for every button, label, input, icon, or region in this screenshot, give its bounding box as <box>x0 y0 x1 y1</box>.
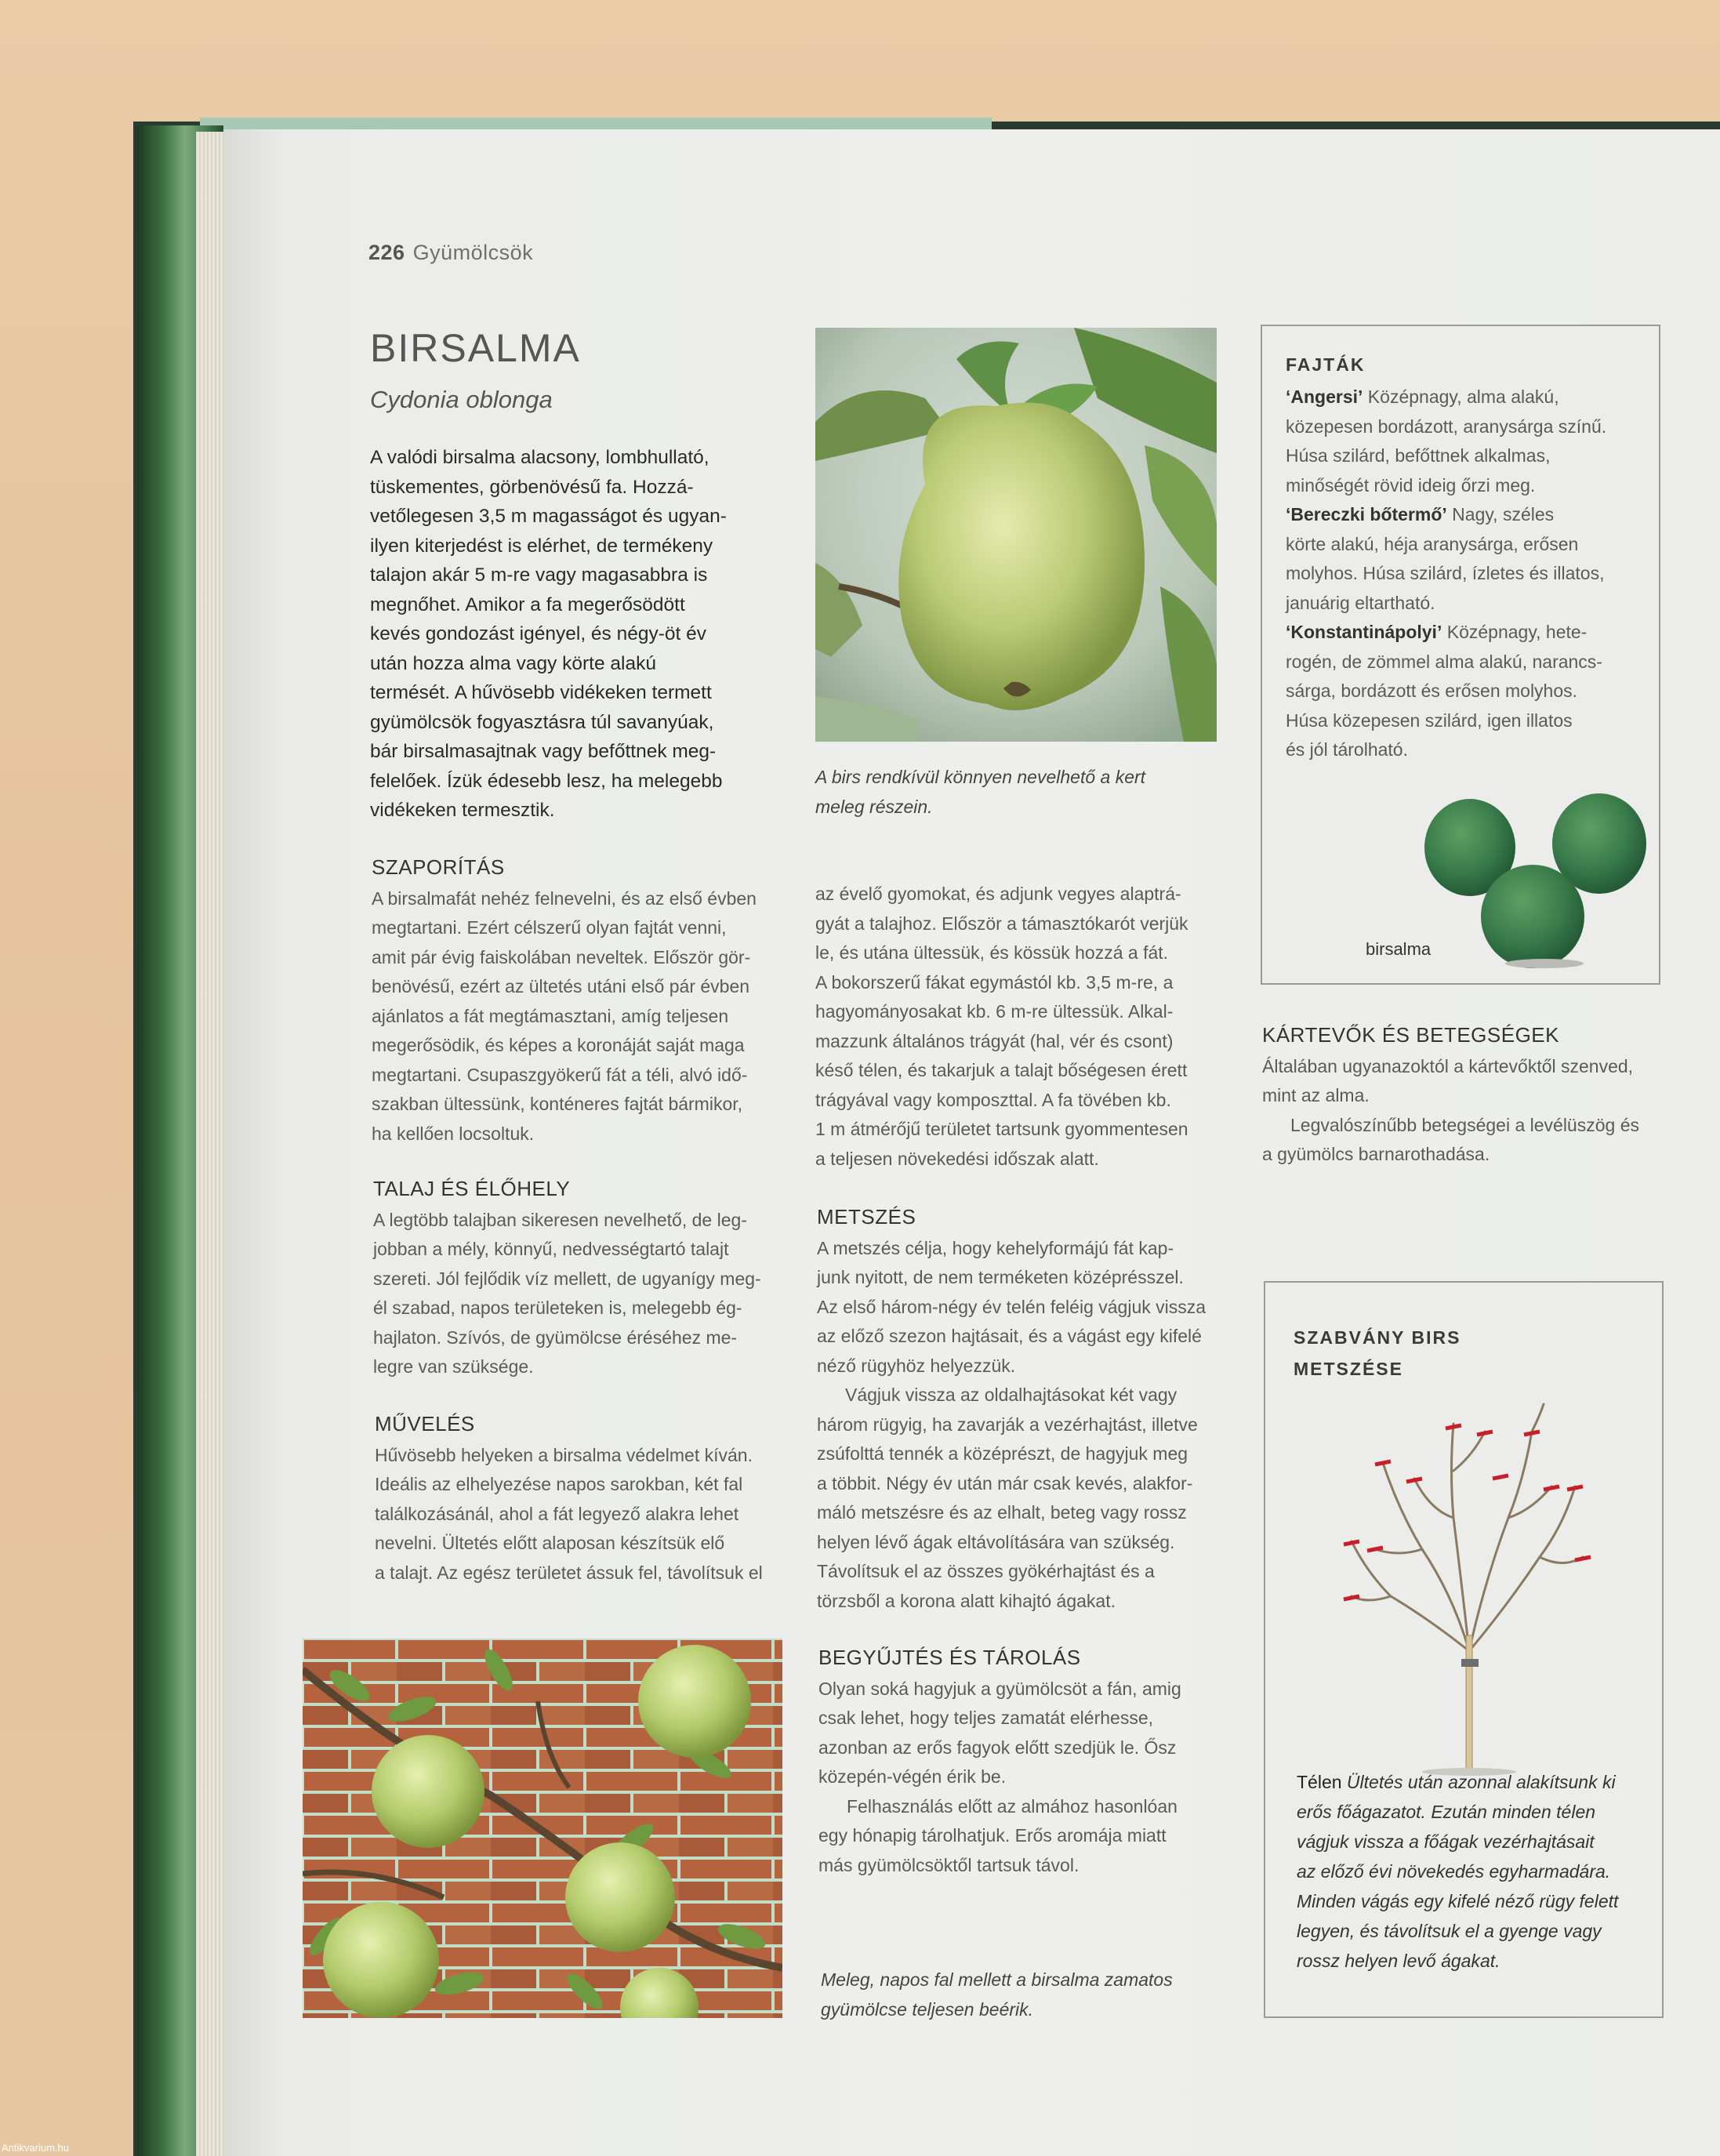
page-edges <box>196 132 227 2156</box>
photo2-caption: Meleg, napos fal mellett a birsalma zamatos gyümölcse teljesen beérik. <box>821 1969 1173 2020</box>
watermark: Antikvarium.hu <box>2 2142 69 2154</box>
photo1-caption: A birs rendkívül könnyen nevelhető a kert meleg részein. <box>815 767 1146 817</box>
section-kartevok: KÁRTEVŐK ÉS BETEGSÉGEK Általában ugyanazoktól a kártevőktől szenved, mint az alma. Legvalószínűbb betegségei a levélüszög és a gyümölcs barnarothadása. <box>1262 1021 1670 1170</box>
heading-begyujtes: BEGYŰJTÉS ÉS TÁROLÁS <box>818 1646 1081 1669</box>
section-szaporitas: SZAPORÍTÁS A birsalmafát nehéz felnevelni, és az első évben megtartani. Ezért célszerű olyan fajtát venni, amit pár évig faiskolában neveltek. Először gör- benövésű, ezért az ültetés utáni első pár évben ajánlatos a fát megtámasztani, amíg teljesen megerősödik, és képes a koronáját saját maga megtartani. Csupaszgyökerű fát a téli, alvó idő- szakban ültessünk, konténeres fajtát bármikor, ha kellően locsoltuk. <box>372 853 775 1149</box>
latin-name: Cydonia oblonga <box>370 386 553 413</box>
quince-on-tree-photo <box>815 328 1217 742</box>
pruning-heading: SZABVÁNY BIRS METSZÉSE <box>1294 1327 1461 1379</box>
page-number: 226 <box>368 241 405 264</box>
variety-angersi: ‘Angersi’ Középnagy, alma alakú, <box>1286 387 1559 407</box>
heading-szaporitas: SZAPORÍTÁS <box>372 855 505 879</box>
varieties-list: ‘Angersi’ Középnagy, alma alakú, közepesen bordázott, aranysárga színű. Húsa szilárd, befőttnek alkalmas, minőségét rövid ideig őrzi meg. ‘Bereczki bőtermő’ Nagy, széles körte alakú, héja aranysárga, erősen molyhos. Húsa szilárd, ízletes és illatos, januárig eltartható. ‘Konstantinápolyi’ Középnagy, hete- rogén, de zömmel alma alakú, narancs- sárga, bordázott és erősen molyhos. Húsa közepesen szilárd, igen illatos és jól tárolható. <box>1286 383 1654 765</box>
pruning-box <box>1264 1281 1664 2018</box>
section-metszes: METSZÉS A metszés célja, hogy kehelyformájú fát kap- junk nyitott, de nem terméketen középrésszel. Az első három-négy év telén feléig vágjuk vissza az előző szezon hajtásait, és a vágást egy kifelé néző rügyhöz helyezzük. Vágjuk vissza az oldalhajtásokat két vagy három rügyig, ha zavarják a vezérhajtást, illetve zsúfolttá tennék a középrészt, de hagyjuk meg a többit. Négy év után már csak kevés, alakfor- máló metszésre és az elhalt, beteg vagy rossz helyen lévő ágak eltávolítására van szükség. Távolítsuk el az összes gyökérhajtást és a törzsből a korona alatt kihajtó ágakat. <box>817 1203 1221 1616</box>
heading-muveles: MŰVELÉS <box>375 1412 475 1436</box>
pruned-tree-illustration <box>1336 1400 1602 1780</box>
section-talaj: TALAJ ÉS ÉLŐHELY A legtöbb talajban sikeresen nevelhető, de leg- jobban a mély, könnyű, nedvességtartó talajt szereti. Jól fejlődik víz mellett, de ugyanígy meg- él szabad, napos területeken is, melegebb ég- hajlaton. Szívós, de gyümölcse éréséhez me- legre van szüksége. <box>373 1174 776 1382</box>
section-name: Gyümölcsök <box>412 241 534 264</box>
variety-bereczki: ‘Bereczki bőtermő’ Nagy, széles <box>1286 504 1555 524</box>
section-muveles-continued: az évelő gyomokat, és adjunk vegyes alaptrá- gyát a talajhoz. Először a támasztókarót verjük le, és utána ültessük, és kössük hozzá a fát. A bokorszerű fákat egymástól kb. 3,5 m-re, a hagyományosakat kb. 6 m-re ültessük. Alkal- mazzunk általános trágyát (hal, vér és csont) késő télen, és takarjuk a talajt bőségesen érett trágyával vagy komposzttal. A fa tövében kb. 1 m átmérőjű területet tartsunk gyommentesen a teljesen növekedési időszak alatt. <box>815 884 1188 1169</box>
quince-fruits-illustration <box>1419 785 1654 977</box>
page-title: BIRSALMA <box>370 326 581 370</box>
fruit-label: birsalma <box>1366 939 1432 959</box>
varieties-box <box>1261 325 1660 985</box>
page-header <box>368 241 533 265</box>
heading-kartevok: KÁRTEVŐK ÉS BETEGSÉGEK <box>1262 1023 1559 1047</box>
heading-talaj: TALAJ ÉS ÉLŐHELY <box>373 1177 571 1200</box>
section-muveles: MŰVELÉS Hűvösebb helyeken a birsalma védelmet kíván. Ideális az elhelyezése napos sarokban, két fal találkozásánál, ahol a fát legyező alakra lehet nevelni. Ültetés előtt alaposan készítsük elő a talajt. Az egész területet ássuk fel, távolítsuk el <box>375 1410 778 1588</box>
intro-paragraph: A valódi birsalma alacsony, lombhullató, tüskementes, görbenövésű fa. Hozzá- vetőlegesen 3,5 m magasságot és ugyan- ilyen kiterjedést is elérhet, de termékeny talajon akár 5 m-re vagy magasabbra is megnőhet. Amikor a fa megerősödött kevés gondozást igényel, és négy-öt év után hozza alma vagy körte alakú termését. A hűvösebb vidékeken termett gyümölcsök fogyasztásra túl savanyúak, bár birsalmasajtnak vagy befőttnek meg- felelőek. Ízük édesebb lesz, ha melegebb vidékeken termesztik. <box>370 447 727 821</box>
pruning-text: Télen Ültetés után azonnal alakítsunk ki erős főágazatot. Ezután minden télen vágjuk vissza a főágak vezérhajtásait az előző évi növekedés egyharmadára. Minden vágás egy kifelé néző rügy felett legyen, és távolítsuk el a gyenge vagy rossz helyen levő ágakat. <box>1297 1772 1619 1971</box>
section-begyujtes: BEGYŰJTÉS ÉS TÁROLÁS Olyan soká hagyjuk a gyümölcsöt a fán, amig csak lehet, hogy teljes zamatát elérhesse, azonban az erős fagyok előtt szedjük le. Ősz közepén-végén érik be. Felhasználás előtt az almához hasonlóan egy hónapig tárolhatjuk. Erős aromája miatt más gyümölcsöktől tartsuk távol. <box>818 1643 1223 1880</box>
varieties-heading: FAJTÁK <box>1286 354 1366 375</box>
variety-konstantinapolyi: ‘Konstantinápolyi’ Középnagy, hete- <box>1286 622 1588 642</box>
quinces-on-wall-photo <box>303 1639 782 2018</box>
heading-metszes: METSZÉS <box>817 1205 916 1229</box>
